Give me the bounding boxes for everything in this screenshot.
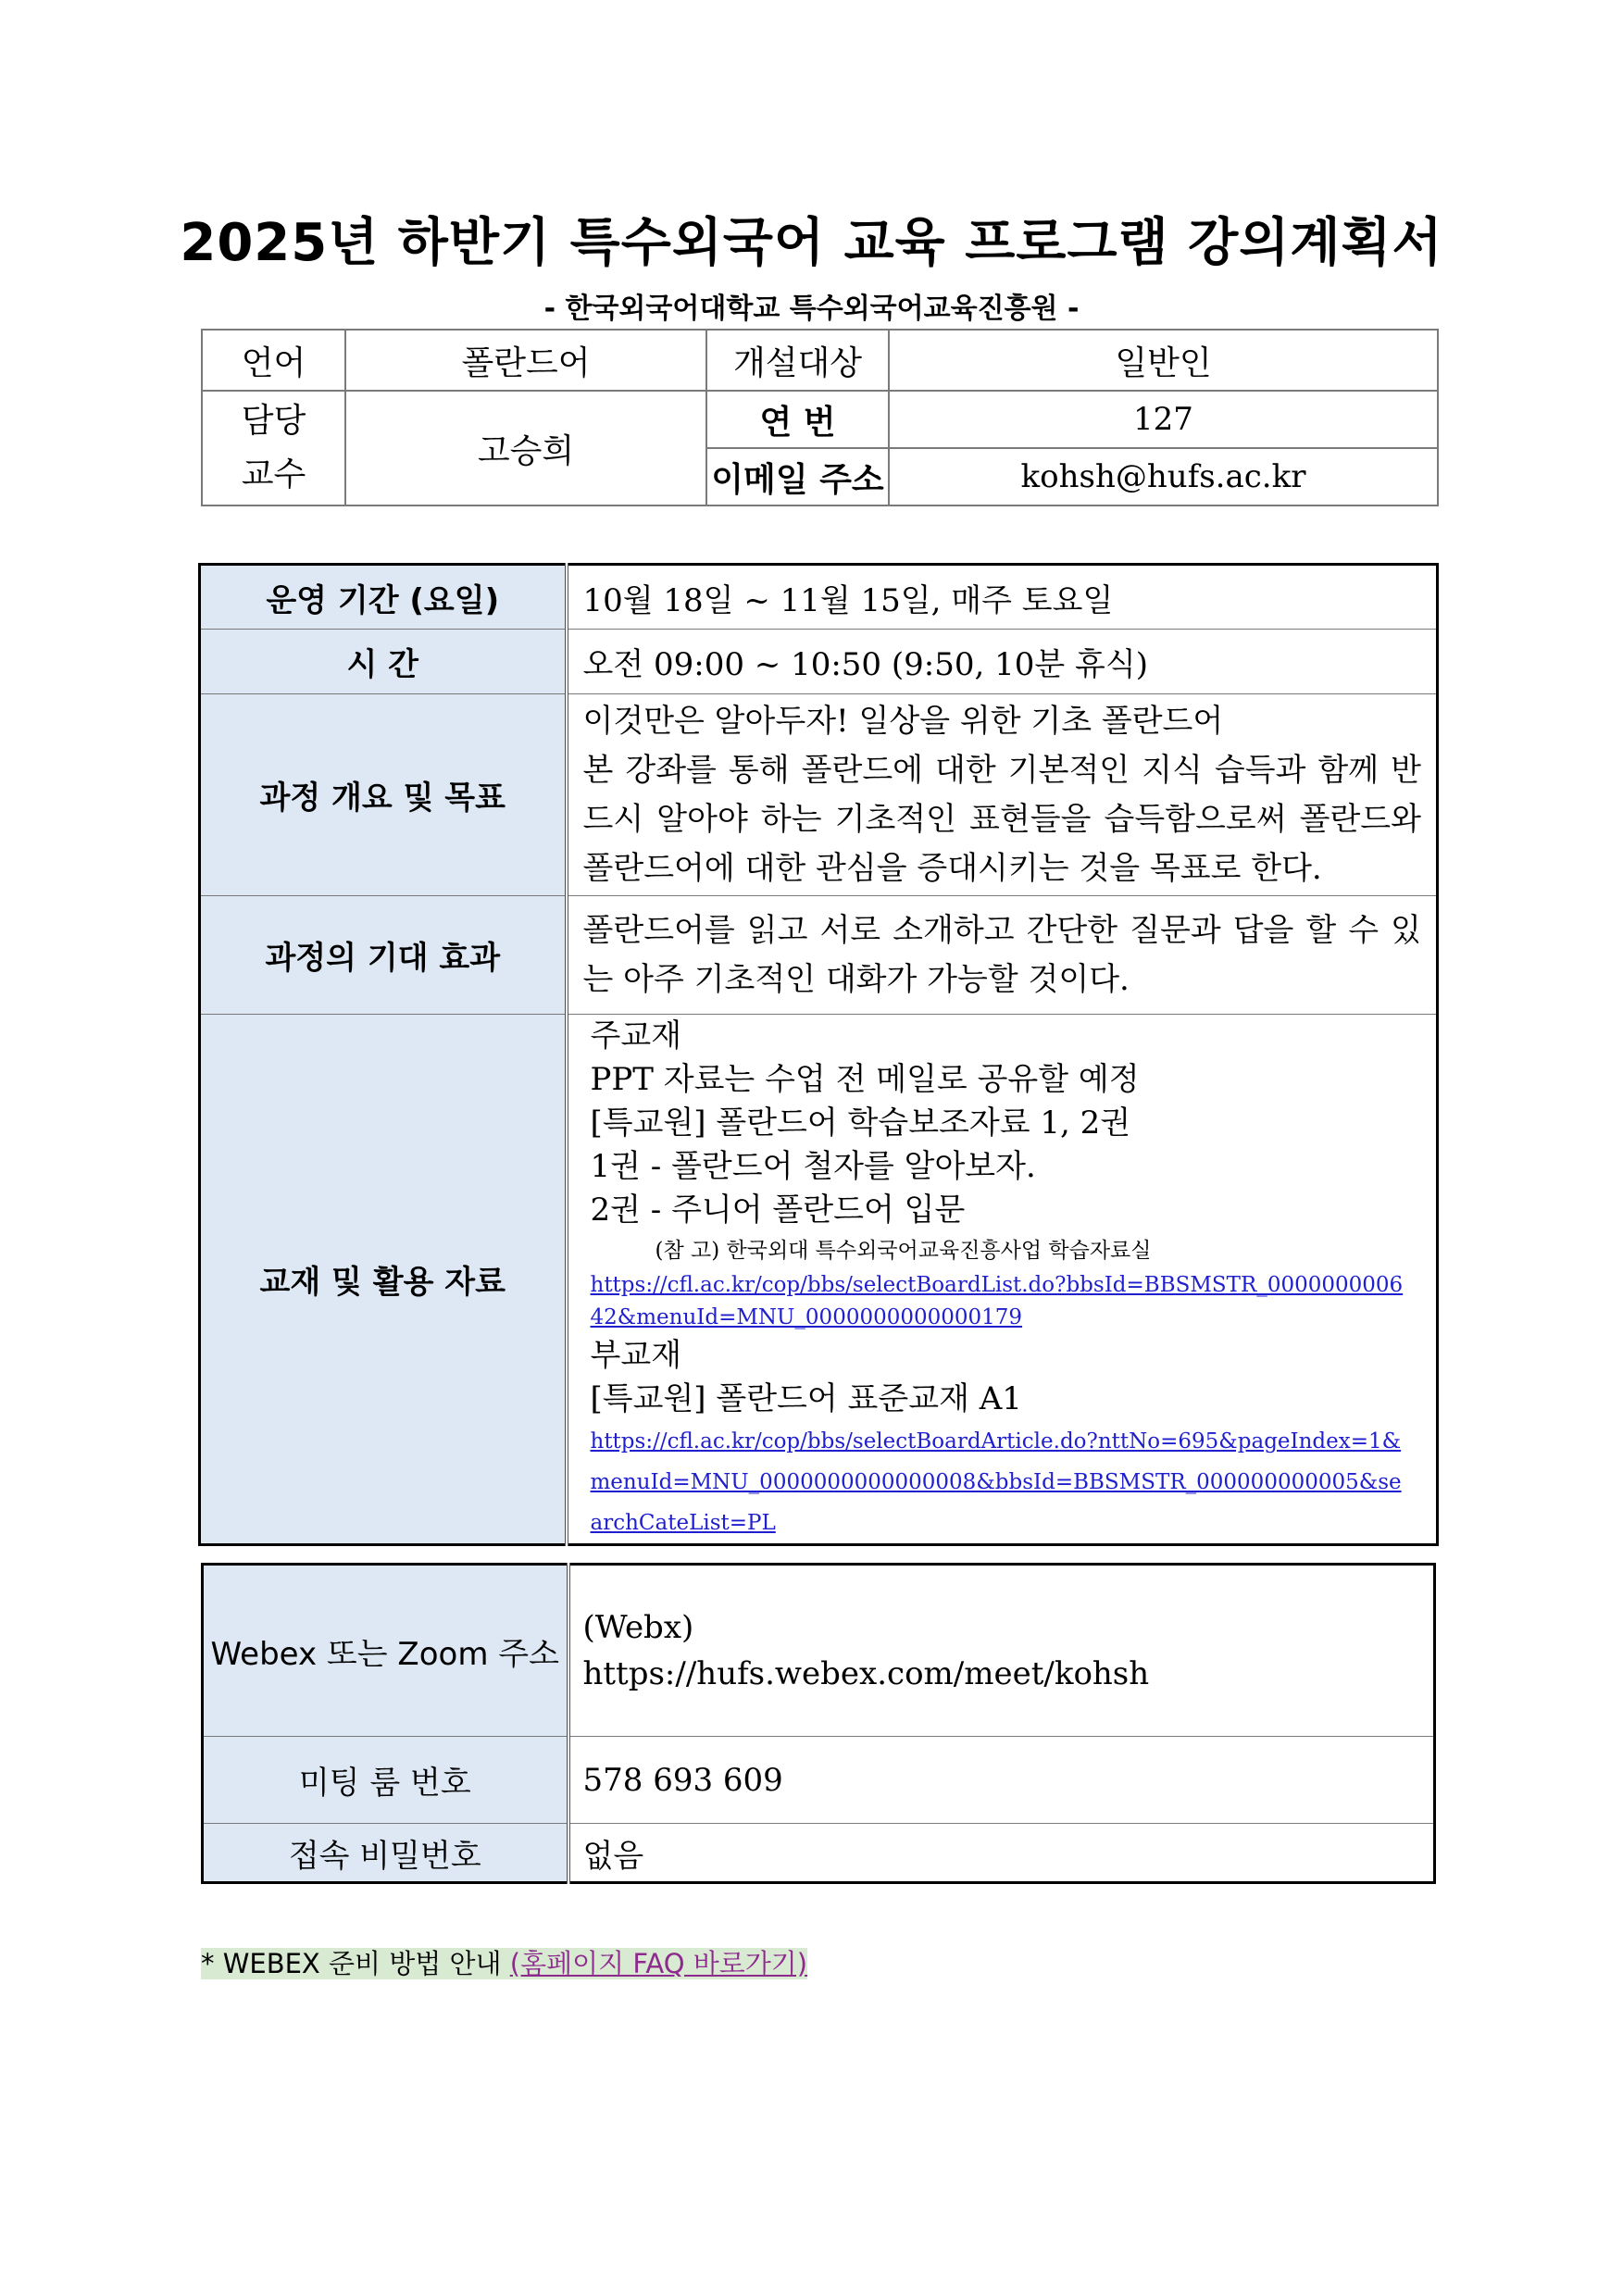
overview-headline: 이것만은 알아두자! 일상을 위한 기초 폴란드어 <box>582 702 1224 740</box>
main-textbook-line: PPT 자료는 수업 전 메일로 공유할 예정 <box>590 1061 1140 1098</box>
professor-value: 고승희 <box>345 391 706 505</box>
resource-link-2[interactable]: https://cfl.ac.kr/cop/bbs/selectBoardArticle.do?nttNo=695&pageIndex=1&menuId=MNU_0000000000000008&bbsId=BBSMSTR_000000000005&searchCateList=PL <box>590 1429 1402 1535</box>
online-address-content <box>568 1565 1435 1737</box>
materials-content <box>567 1015 1438 1545</box>
language-label: 언어 <box>202 330 345 391</box>
time-label: 시 간 <box>200 630 567 694</box>
online-platform: (Webx) <box>582 1609 694 1646</box>
reference-note: (참 고) 한국외대 특수외국어교육진흥사업 학습자료실 <box>655 1239 1152 1263</box>
faq-link[interactable]: (홈페이지 FAQ 바로가기) <box>509 1948 808 1979</box>
professor-label <box>202 391 345 505</box>
number-label: 연 번 <box>706 391 889 448</box>
language-value: 폴란드어 <box>345 330 706 391</box>
effect-label: 과정의 기대 효과 <box>200 896 567 1015</box>
overview-description: 본 강좌를 통해 폴란드에 대한 기본적인 지식 습득과 함께 반드시 알아야 하는 기초적인 표현들을 습득함으로써 폴란드와 폴란드어에 대한 관심을 증대시키는 것을 목표로 한다. <box>582 751 1421 887</box>
document-subtitle: - 한국외국어대학교 특수외국어교육진흥원 - <box>543 293 1080 325</box>
course-info-table <box>198 563 1439 1546</box>
resource-link-1[interactable]: https://cfl.ac.kr/cop/bbs/selectBoardList.do?bbsId=BBSMSTR_000000000642&menuId=MNU_0000000000000179 <box>590 1273 1404 1329</box>
basic-info-table <box>201 329 1439 506</box>
main-textbook-line: [특교원] 폴란드어 학습보조자료 1, 2권 <box>590 1104 1131 1142</box>
sub-textbook-line: [특교원] 폴란드어 표준교재 A1 <box>590 1380 1022 1417</box>
webex-guide-note <box>201 1943 807 1981</box>
number-value: 127 <box>889 391 1438 448</box>
main-textbook-line: 1권 - 폴란드어 철자를 알아보자. <box>590 1148 1036 1185</box>
online-address-label: Webex 또는 Zoom 주소 <box>203 1565 568 1737</box>
email-value: kohsh@hufs.ac.kr <box>889 448 1438 505</box>
email-label: 이메일 주소 <box>706 448 889 505</box>
overview-label: 과정 개요 및 목표 <box>200 694 567 896</box>
target-value: 일반인 <box>889 330 1438 391</box>
sub-textbook-heading: 부교재 <box>590 1337 682 1374</box>
effect-value: 폴란드어를 읽고 서로 소개하고 간단한 질문과 답을 할 수 있는 아주 기초적인 대화가 가능할 것이다. <box>567 896 1438 1015</box>
professor-label-line1: 담당 <box>241 402 306 440</box>
meeting-room-value: 578 693 609 <box>568 1737 1435 1824</box>
webex-guide-text: * WEBEX 준비 방법 안내 <box>201 1948 510 1979</box>
main-textbook-heading: 주교재 <box>590 1017 682 1054</box>
password-label: 접속 비밀번호 <box>203 1824 568 1883</box>
main-textbook-line: 2권 - 주니어 폴란드어 입문 <box>590 1192 966 1229</box>
meeting-room-label: 미팅 룸 번호 <box>203 1737 568 1824</box>
online-class-table <box>201 1563 1436 1884</box>
professor-label-line2: 교수 <box>241 455 306 493</box>
time-value: 오전 09:00 ~ 10:50 (9:50, 10분 휴식) <box>567 630 1438 694</box>
period-value: 10월 18일 ~ 11월 15일, 매주 토요일 <box>567 565 1438 630</box>
online-url: https://hufs.webex.com/meet/kohsh <box>582 1655 1150 1692</box>
period-label: 운영 기간 (요일) <box>200 565 567 630</box>
overview-content <box>567 694 1438 896</box>
materials-label: 교재 및 활용 자료 <box>200 1015 567 1545</box>
document-title: 2025년 하반기 특수외국어 교육 프로그램 강의계획서 <box>180 213 1443 273</box>
target-label: 개설대상 <box>706 330 889 391</box>
password-value: 없음 <box>568 1824 1435 1883</box>
